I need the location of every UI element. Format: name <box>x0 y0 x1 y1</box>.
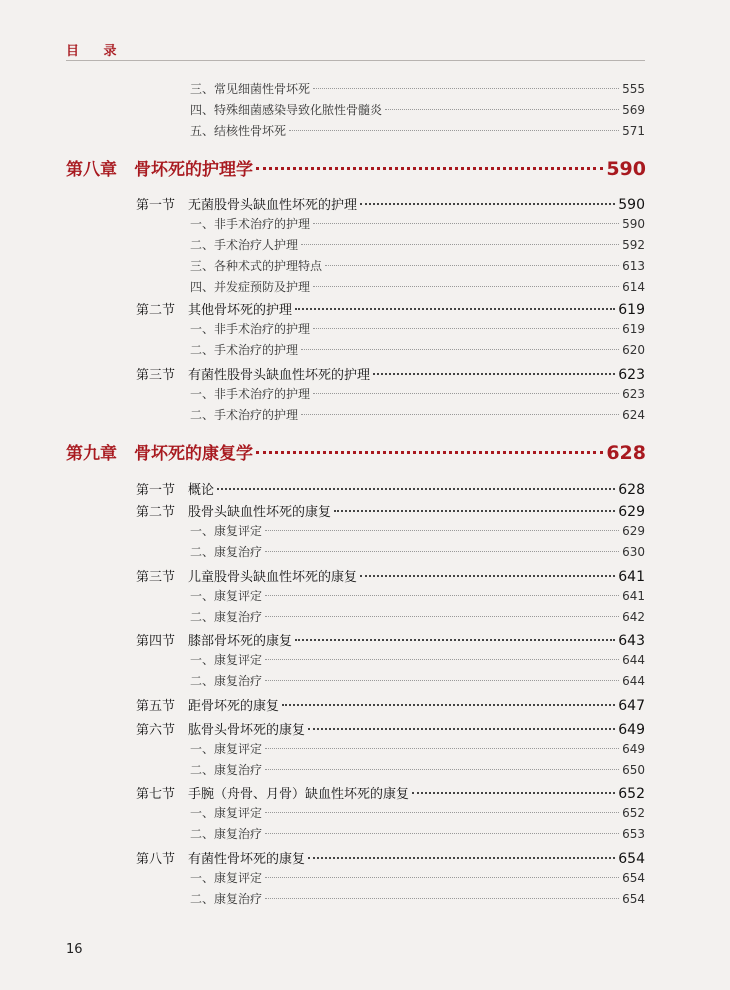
entry-title: 膝部骨坏死的康复 <box>188 634 293 649</box>
toc-section-entry <box>136 299 645 318</box>
entry-page-number: 652 <box>622 806 645 820</box>
page-header: 目 录 <box>66 44 127 59</box>
dot-leader <box>265 833 619 834</box>
dot-leader <box>265 877 619 878</box>
entry-page-number: 647 <box>618 698 645 714</box>
dot-leader <box>265 551 619 552</box>
dot-leader <box>256 451 603 454</box>
entry-page-number: 641 <box>622 589 645 603</box>
dot-leader <box>325 265 619 266</box>
dot-leader <box>301 414 619 415</box>
dot-leader <box>265 769 619 770</box>
entry-title: 距骨坏死的康复 <box>188 699 280 714</box>
entry-page-number: 590 <box>606 158 646 180</box>
toc-chapter-entry <box>66 439 646 464</box>
entry-page-number: 629 <box>618 504 645 520</box>
entry-title: 二、康复治疗 <box>190 827 263 841</box>
entry-title: 儿童股骨头缺血性坏死的康复 <box>188 570 358 585</box>
dot-leader <box>313 286 619 287</box>
toc-subsection-entry <box>190 406 645 423</box>
entry-title: 概论 <box>188 483 215 498</box>
section-number: 第一节 <box>136 483 176 498</box>
section-number: 第一节 <box>136 198 176 213</box>
toc-section-entry <box>136 719 645 738</box>
dot-leader <box>265 595 619 596</box>
entry-title: 肱骨头骨坏死的康复 <box>188 723 306 738</box>
dot-leader <box>265 898 619 899</box>
entry-page-number: 629 <box>622 524 645 538</box>
toc-subsection-entry <box>190 825 645 842</box>
entry-page-number: 628 <box>606 442 646 464</box>
entry-title: 一、康复评定 <box>190 871 263 885</box>
toc-subsection-entry <box>190 651 645 668</box>
toc-subsection-entry <box>190 385 645 402</box>
entry-page-number: 619 <box>622 322 645 336</box>
dot-leader <box>265 530 619 531</box>
entry-title: 一、康复评定 <box>190 653 263 667</box>
section-number: 第八节 <box>136 852 176 867</box>
entry-page-number: 623 <box>622 387 645 401</box>
entry-page-number: 654 <box>618 851 645 867</box>
entry-page-number: 653 <box>622 827 645 841</box>
section-number: 第四节 <box>136 634 176 649</box>
entry-title: 二、手术治疗的护理 <box>190 343 299 357</box>
toc-subsection-entry <box>190 522 645 539</box>
entry-page-number: 630 <box>622 545 645 559</box>
chapter-number: 第八章 <box>66 160 117 180</box>
entry-title: 手腕（舟骨、月骨）缺血性坏死的康复 <box>188 787 410 802</box>
dot-leader <box>301 349 619 350</box>
entry-title: 一、康复评定 <box>190 589 263 603</box>
dot-leader <box>265 812 619 813</box>
dot-leader <box>265 748 619 749</box>
entry-title: 四、并发症预防及护理 <box>190 280 311 294</box>
entry-page-number: 624 <box>622 408 645 422</box>
dot-leader <box>313 223 619 224</box>
section-number: 第三节 <box>136 368 176 383</box>
entry-title: 二、康复治疗 <box>190 892 263 906</box>
toc-subsection-entry <box>190 278 645 295</box>
entry-page-number: 569 <box>622 103 645 117</box>
entry-title: 三、常见细菌性骨坏死 <box>190 82 311 96</box>
entry-title: 二、康复治疗 <box>190 763 263 777</box>
entry-page-number: 654 <box>622 892 645 906</box>
entry-page-number: 649 <box>622 742 645 756</box>
toc-subsection-entry <box>190 320 645 337</box>
entry-page-number: 649 <box>618 722 645 738</box>
entry-page-number: 652 <box>618 786 645 802</box>
dot-leader <box>265 616 619 617</box>
dot-leader <box>360 203 615 205</box>
entry-title: 三、各种术式的护理特点 <box>190 259 323 273</box>
dot-leader <box>301 244 619 245</box>
toc-subsection-entry <box>190 804 645 821</box>
entry-page-number: 590 <box>618 197 645 213</box>
dot-leader <box>412 792 615 794</box>
dot-leader <box>308 728 615 730</box>
entry-title: 无菌股骨头缺血性坏死的护理 <box>188 198 358 213</box>
section-number: 第二节 <box>136 505 176 520</box>
entry-page-number: 643 <box>618 633 645 649</box>
toc-subsection-entry <box>190 740 645 757</box>
entry-title: 二、康复治疗 <box>190 674 263 688</box>
entry-title: 一、康复评定 <box>190 806 263 820</box>
entry-title: 二、康复治疗 <box>190 545 263 559</box>
toc-section-entry <box>136 194 645 213</box>
toc-subsection-entry <box>190 543 645 560</box>
toc-subsection-entry <box>190 257 645 274</box>
section-number: 第七节 <box>136 787 176 802</box>
toc-subsection-entry <box>190 869 645 886</box>
dot-leader <box>265 659 619 660</box>
toc-subsection-entry <box>190 672 645 689</box>
dot-leader <box>360 575 615 577</box>
dot-leader <box>295 639 615 641</box>
toc-section-entry <box>136 630 645 649</box>
entry-page-number: 590 <box>622 217 645 231</box>
section-number: 第二节 <box>136 303 176 318</box>
entry-title: 一、非手术治疗的护理 <box>190 387 311 401</box>
entry-title: 股骨头缺血性坏死的康复 <box>188 505 332 520</box>
dot-leader <box>313 393 619 394</box>
toc-subsection-entry <box>190 215 645 232</box>
entry-title: 一、康复评定 <box>190 742 263 756</box>
dot-leader <box>295 308 615 310</box>
entry-title: 一、非手术治疗的护理 <box>190 217 311 231</box>
entry-title: 二、手术治疗人护理 <box>190 238 299 252</box>
toc-subsection-entry <box>190 122 645 139</box>
entry-title: 其他骨坏死的护理 <box>188 303 293 318</box>
toc-section-entry <box>136 848 645 867</box>
toc-section-entry <box>136 695 645 714</box>
section-number: 第五节 <box>136 699 176 714</box>
page-number: 16 <box>66 942 83 957</box>
entry-page-number: 571 <box>622 124 645 138</box>
toc-subsection-entry <box>190 236 645 253</box>
toc-section-entry <box>136 501 645 520</box>
entry-title: 四、特殊细菌感染导致化脓性骨髓炎 <box>190 103 383 117</box>
dot-leader <box>313 88 619 89</box>
entry-title: 二、康复治疗 <box>190 610 263 624</box>
entry-page-number: 623 <box>618 367 645 383</box>
section-number: 第三节 <box>136 570 176 585</box>
dot-leader <box>256 167 603 170</box>
entry-title: 有菌性股骨头缺血性坏死的护理 <box>188 368 371 383</box>
entry-title: 有菌性骨坏死的康复 <box>188 852 306 867</box>
toc-subsection-entry <box>190 80 645 97</box>
entry-page-number: 654 <box>622 871 645 885</box>
entry-page-number: 628 <box>618 482 645 498</box>
entry-title: 二、手术治疗的护理 <box>190 408 299 422</box>
chapter-number: 第九章 <box>66 444 117 464</box>
toc-subsection-entry <box>190 341 645 358</box>
entry-page-number: 592 <box>622 238 645 252</box>
dot-leader <box>289 130 619 131</box>
entry-page-number: 555 <box>622 82 645 96</box>
entry-page-number: 613 <box>622 259 645 273</box>
entry-page-number: 641 <box>618 569 645 585</box>
entry-title: 一、非手术治疗的护理 <box>190 322 311 336</box>
entry-page-number: 644 <box>622 653 645 667</box>
entry-title: 一、康复评定 <box>190 524 263 538</box>
toc-section-entry <box>136 566 645 585</box>
toc-subsection-entry <box>190 587 645 604</box>
dot-leader <box>217 488 615 490</box>
dot-leader <box>334 510 615 512</box>
entry-page-number: 650 <box>622 763 645 777</box>
dot-leader <box>385 109 619 110</box>
toc-section-entry <box>136 479 645 498</box>
toc-section-entry <box>136 783 645 802</box>
toc-section-entry <box>136 364 645 383</box>
toc-chapter-entry <box>66 155 646 180</box>
toc-subsection-entry <box>190 761 645 778</box>
toc-subsection-entry <box>190 890 645 907</box>
entry-page-number: 614 <box>622 280 645 294</box>
entry-page-number: 644 <box>622 674 645 688</box>
dot-leader <box>282 704 615 706</box>
toc-subsection-entry <box>190 101 645 118</box>
entry-page-number: 620 <box>622 343 645 357</box>
dot-leader <box>313 328 619 329</box>
entry-title: 骨坏死的护理学 <box>134 160 253 180</box>
section-number: 第六节 <box>136 723 176 738</box>
entry-page-number: 642 <box>622 610 645 624</box>
toc-subsection-entry <box>190 608 645 625</box>
dot-leader <box>265 680 619 681</box>
entry-title: 五、结核性骨坏死 <box>190 124 287 138</box>
entry-page-number: 619 <box>618 302 645 318</box>
dot-leader <box>308 857 615 859</box>
entry-title: 骨坏死的康复学 <box>134 444 253 464</box>
dot-leader <box>373 373 615 375</box>
